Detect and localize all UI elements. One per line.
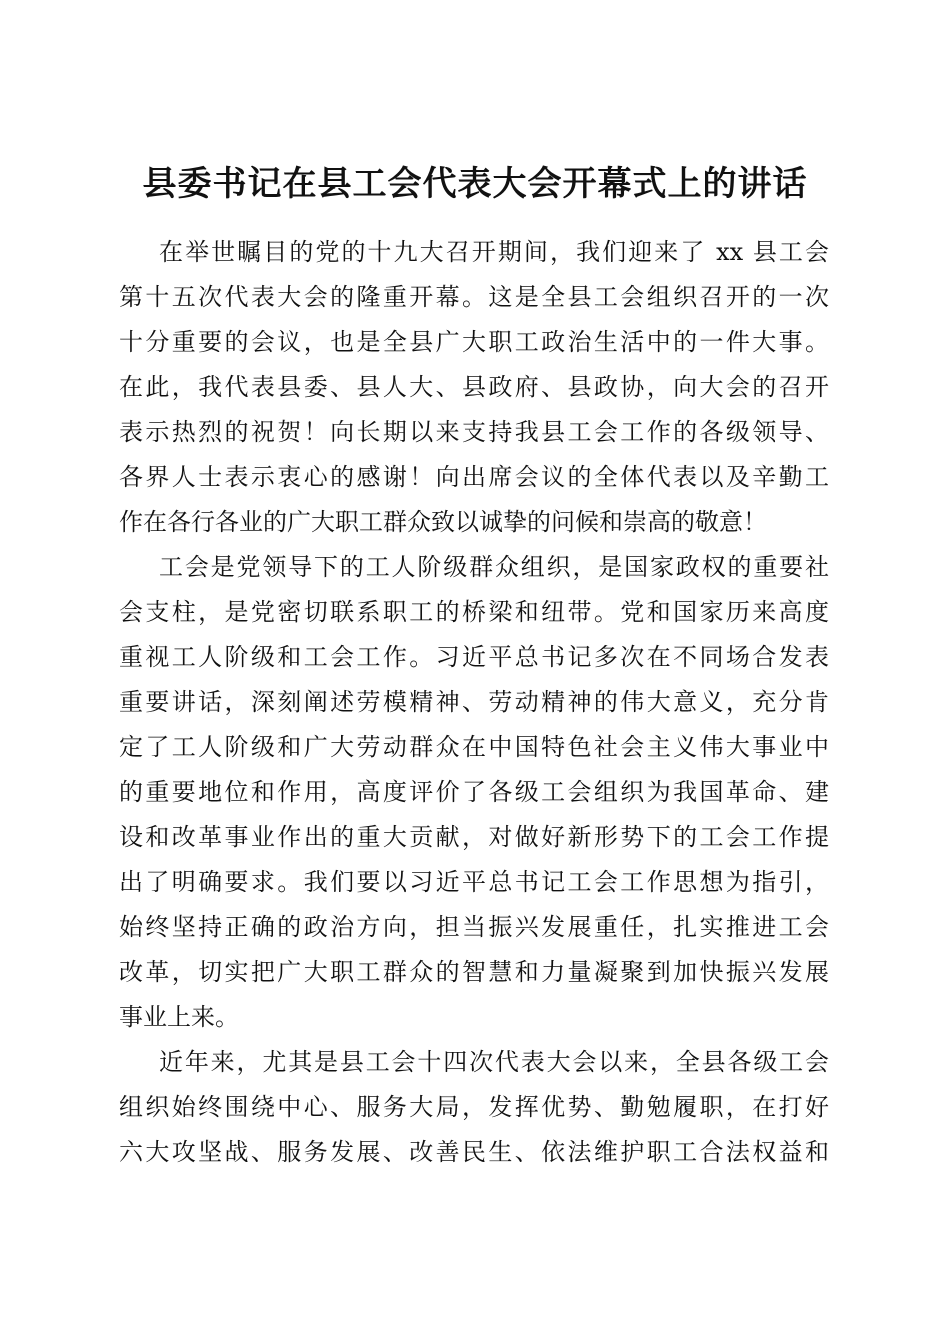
- paragraph-line: 重视工人阶级和工会工作。习近平总书记多次在不同场合发表: [119, 643, 829, 671]
- paragraph-line: 第十五次代表大会的隆重开幕。这是全县工会组织召开的一次: [119, 283, 829, 311]
- document-title: 县委书记在县工会代表大会开幕式上的讲话: [142, 163, 808, 204]
- paragraph-line: 十分重要的会议，也是全县广大职工政治生活中的一件大事。: [119, 328, 829, 356]
- paragraph-line: 始终坚持正确的政治方向，担当振兴发展重任，扎实推进工会: [119, 913, 829, 941]
- paragraph-line: 六大攻坚战、服务发展、改善民生、依法维护职工合法权益和: [119, 1138, 829, 1166]
- paragraph-2: [119, 545, 829, 1040]
- paragraph-line: 工会是党领导下的工人阶级群众组织，是国家政权的重要社: [159, 553, 829, 581]
- paragraph-line: 作在各行各业的广大职工群众致以诚挚的问候和崇高的敬意！: [119, 508, 767, 536]
- paragraph-line: 出了明确要求。我们要以习近平总书记工会工作思想为指引，: [119, 868, 829, 896]
- paragraph-line: 重要讲话，深刻阐述劳模精神、劳动精神的伟大意义，充分肯: [119, 688, 829, 716]
- paragraph-3: [119, 1040, 829, 1175]
- paragraph-line: 改革，切实把广大职工群众的智慧和力量凝聚到加快振兴发展: [119, 958, 829, 986]
- paragraph-1: [119, 230, 829, 545]
- document-body: [119, 230, 829, 1175]
- paragraph-line: 在此，我代表县委、县人大、县政府、县政协，向大会的召开: [119, 373, 829, 401]
- paragraph-line: 在举世瞩目的党的十九大召开期间，我们迎来了 xx 县工会: [159, 238, 829, 266]
- paragraph-line: 各界人士表示衷心的感谢！向出席会议的全体代表以及辛勤工: [119, 463, 829, 491]
- paragraph-line: 组织始终围绕中心、服务大局，发挥优势、勤勉履职，在打好: [119, 1093, 829, 1121]
- paragraph-line: 近年来，尤其是县工会十四次代表大会以来，全县各级工会: [159, 1048, 829, 1076]
- paragraph-line: 表示热烈的祝贺！向长期以来支持我县工会工作的各级领导、: [119, 418, 829, 446]
- paragraph-line: 的重要地位和作用，高度评价了各级工会组织为我国革命、建: [119, 778, 829, 806]
- paragraph-line: 会支柱，是党密切联系职工的桥梁和纽带。党和国家历来高度: [119, 598, 829, 626]
- paragraph-line: 定了工人阶级和广大劳动群众在中国特色社会主义伟大事业中: [119, 733, 829, 761]
- paragraph-line: 事业上来。: [119, 1003, 239, 1031]
- paragraph-line: 设和改革事业作出的重大贡献，对做好新形势下的工会工作提: [119, 823, 829, 851]
